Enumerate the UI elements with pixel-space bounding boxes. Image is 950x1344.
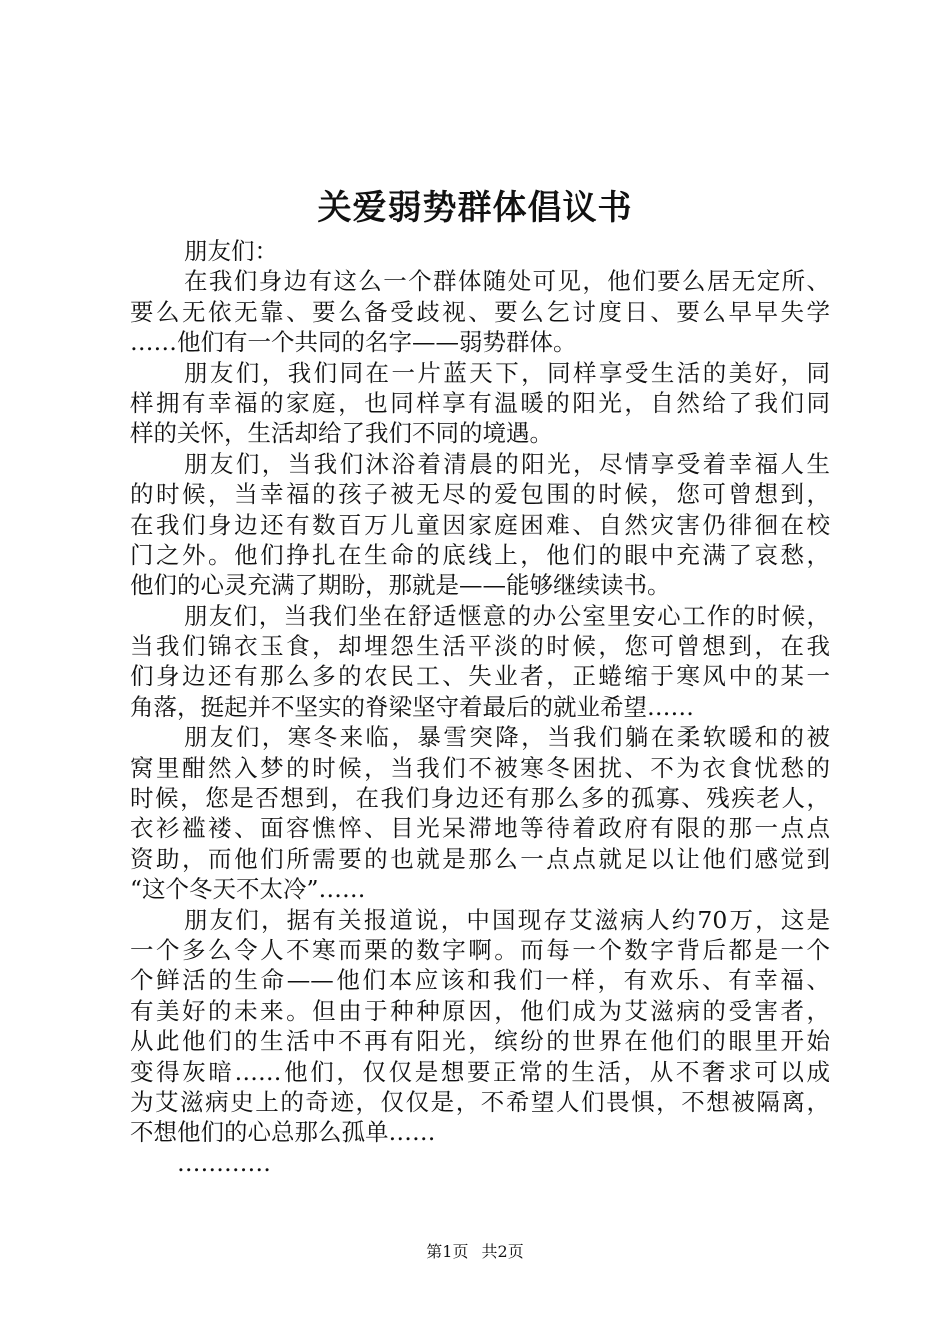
body-line: 样的关怀，生活却给了我们不同的境遇。 [130,419,553,448]
body-line: 时候，您是否想到，在我们身边还有那么多的孤寡、残疾老人， [130,784,830,813]
body-line: 从此他们的生活中不再有阳光，缤纷的世界在他们的眼里开始 [130,1027,830,1056]
body-line: 的时候，当幸福的孩子被无尽的爱包围的时候，您可曾想到， [130,480,830,509]
body-line: 们身边还有那么多的农民工、失业者，正蜷缩于寒风中的某一 [130,662,830,691]
body-line: 朋友们，当我们沐浴着清晨的阳光，尽情享受着幸福人生 [184,449,830,478]
page-total: 共2页 [481,1242,524,1261]
body-line: 他们的心灵充满了期盼，那就是——能够继续读书。 [130,571,671,600]
body-line: 资助，而他们所需要的也就是那么一点点就足以让他们感觉到 [130,844,830,873]
document-title: 关爱弱势群体倡议书 [317,188,633,228]
page-number: 第1页 [426,1242,469,1261]
body-line: 变得灰暗……他们，仅仅是想要正常的生活，从不奢求可以成 [130,1057,830,1086]
trailing-ellipsis: ………… [177,1148,271,1177]
page-footer [0,1242,950,1262]
body-line: 不想他们的心总那么孤单…… [130,1118,436,1147]
body-line: 有美好的未来。但由于种种原因，他们成为艾滋病的受害者， [130,996,830,1025]
body-line: 朋友们，我们同在一片蓝天下，同样享受生活的美好，同 [184,358,830,387]
body-line: ……他们有一个共同的名字——弱势群体。 [130,328,577,357]
body-line: 朋友们，据有关报道说，中国现存艾滋病人约70万，这是 [184,905,830,934]
body-line: 朋友们，寒冬来临，暴雪突降，当我们躺在柔软暖和的被 [184,723,830,752]
body-line: 衣衫褴褛、面容憔悴、目光呆滞地等待着政府有限的那一点点 [130,814,830,843]
body-line: 样拥有幸福的家庭，也同样享有温暖的阳光，自然给了我们同 [130,388,830,417]
body-line: 当我们锦衣玉食，却埋怨生活平淡的时候，您可曾想到，在我 [130,632,830,661]
body-line: 窝里酣然入梦的时候，当我们不被寒冬困扰、不为衣食忧愁的 [130,753,830,782]
body-line: 个鲜活的生命——他们本应该和我们一样，有欢乐、有幸福、 [130,966,830,995]
body-line: 一个多么令人不寒而栗的数字啊。而每一个数字背后都是一个 [130,935,830,964]
body-line: 为艾滋病史上的奇迹，仅仅是，不希望人们畏惧，不想被隔离， [130,1087,830,1116]
body-line: 要么无依无靠、要么备受歧视、要么乞讨度日、要么早早失学 [130,297,830,326]
body-line: 角落，挺起并不坚实的脊梁坚守着最后的就业希望…… [130,692,694,721]
body-line: 门之外。他们挣扎在生命的底线上，他们的眼中充满了哀愁， [130,540,830,569]
body-line: 朋友们，当我们坐在舒适惬意的办公室里安心工作的时候， [184,601,830,630]
body-line: 在我们身边有这么一个群体随处可见，他们要么居无定所、 [184,267,830,296]
body-line: “这个冬天不太冷”…… [130,875,366,904]
body-line: 朋友们： [184,237,278,265]
document-body [130,236,830,1178]
body-line: 在我们身边还有数百万儿童因家庭困难、自然灾害仍徘徊在校 [130,510,830,539]
